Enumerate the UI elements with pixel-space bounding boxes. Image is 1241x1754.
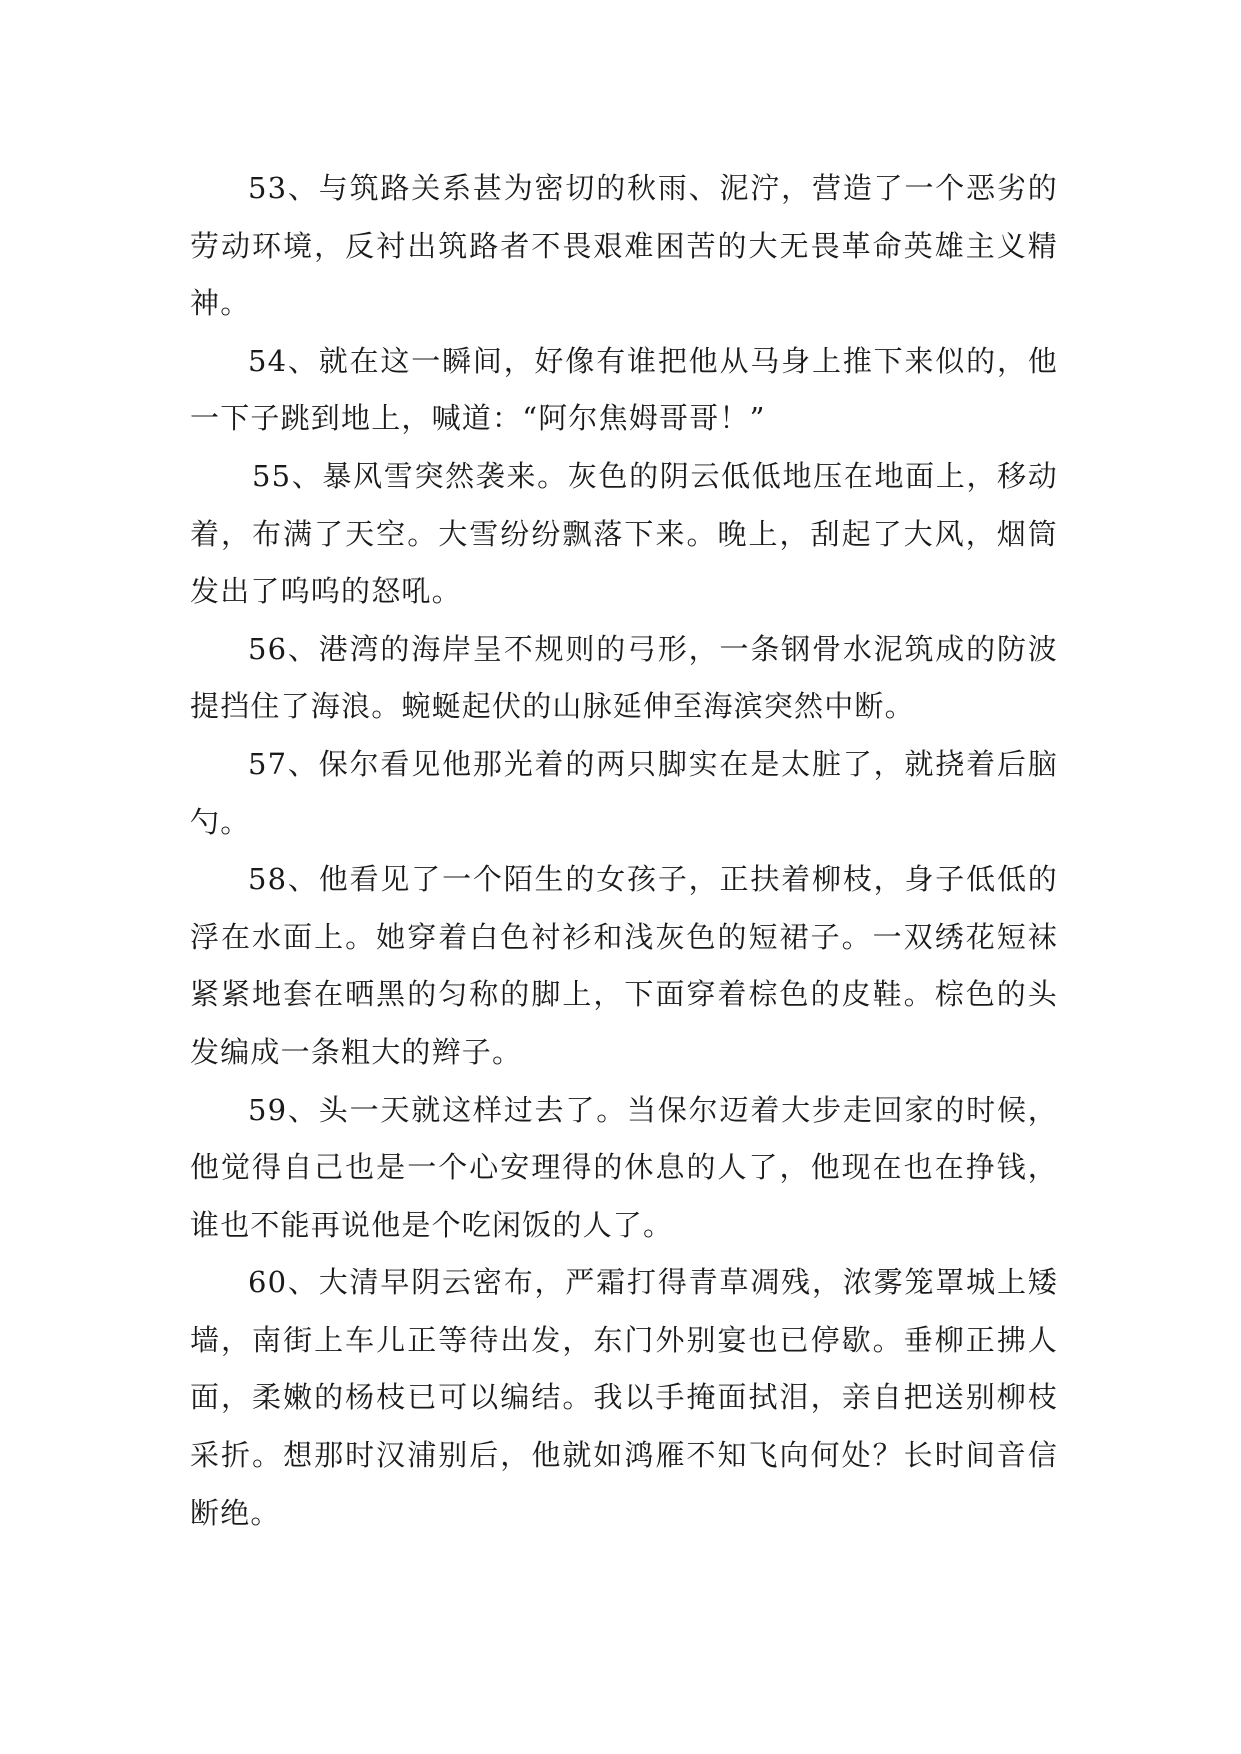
paragraph-55: 55、暴风雪突然袭来。灰色的阴云低低地压在地面上，移动着，布满了天空。大雪纷纷飘落下来。晚上，刮起了大风，烟筒发出了呜呜的怒吼。 <box>190 458 1058 609</box>
paragraph-57: 57、保尔看见他那光着的两只脚实在是太脏了，就挠着后脑勺。 <box>190 746 1058 839</box>
paragraph-54: 54、就在这一瞬间，好像有谁把他从马身上推下来似的，他一下子跳到地上，喊道：“阿尔焦姆哥哥！” <box>190 343 1058 436</box>
paragraph-53: 53、与筑路关系甚为密切的秋雨、泥泞，营造了一个恶劣的劳动环境，反衬出筑路者不畏艰难困苦的大无畏革命英雄主义精神。 <box>190 171 1058 321</box>
paragraph-56: 56、港湾的海岸呈不规则的弓形，一条钢骨水泥筑成的防波提挡住了海浪。蜿蜒起伏的山脉延伸至海滨突然中断。 <box>190 631 1058 724</box>
paragraph-58: 58、他看见了一个陌生的女孩子，正扶着柳枝，身子低低的浮在水面上。她穿着白色衬衫和浅灰色的短裙子。一双绣花短袜紧紧地套在晒黑的匀称的脚上，下面穿着棕色的皮鞋。棕色的头发编成一条粗大的辫子。 <box>190 862 1058 1069</box>
document-body <box>190 160 1058 1542</box>
paragraph-60: 60、大清早阴云密布，严霜打得青草凋残，浓雾笼罩城上矮墙，南街上车儿正等待出发，东门外别宴也已停歇。垂柳正拂人面，柔嫩的杨枝已可以编结。我以手掩面拭泪，亲自把送别柳枝采折。想那时汉浦别后，他就如鸿雁不知飞向何处？长时间音信断绝。 <box>190 1265 1058 1530</box>
paragraph-59: 59、头一天就这样过去了。当保尔迈着大步走回家的时候，他觉得自己也是一个心安理得的休息的人了，他现在也在挣钱，谁也不能再说他是个吃闲饭的人了。 <box>190 1092 1058 1242</box>
